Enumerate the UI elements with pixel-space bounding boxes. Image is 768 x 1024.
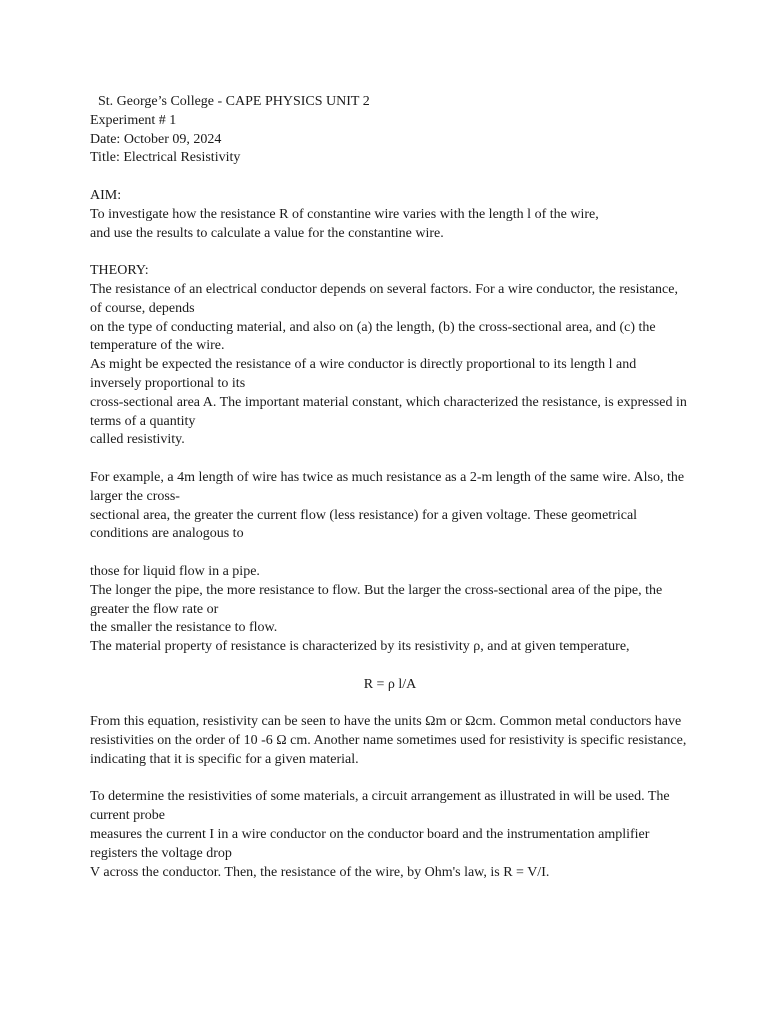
- document-page: [90, 93, 690, 882]
- paragraph-line: sectional area, the greater the current flow (less resistance) for a given voltage. These geometrical conditions are analogous to: [90, 507, 641, 542]
- resistivity-equation: R = ρ l/A: [363, 676, 417, 692]
- theory-paragraph-3: [90, 563, 690, 657]
- theory-paragraph-4: [90, 713, 690, 769]
- theory-paragraph-1: [90, 281, 690, 450]
- paragraph-line: To determine the resistivities of some materials, a circuit arrangement as illustrated in will be used. The current probe: [90, 789, 674, 824]
- paragraph-line: As might be expected the resistance of a wire conductor is directly proportional to its length l and inversely proportional to its: [90, 357, 640, 391]
- spacer: [90, 657, 690, 676]
- spacer: [90, 544, 690, 563]
- paragraph-line: those for liquid flow in a pipe.: [90, 563, 260, 579]
- experiment-date: Date: October 09, 2024: [90, 131, 222, 147]
- paragraph-line: From this equation, resistivity can be seen to have the units Ωm or Ωcm. Common metal conductors have resistivities on the order of 10 -6 Ω cm. Another name sometimes used for resistivity is specific resistance, indicating that it is specific for a given material.: [90, 714, 690, 767]
- paragraph-line: measures the current I in a wire conductor on the conductor board and the instrumentation amplifier registers the voltage drop: [90, 827, 653, 861]
- paragraph-line: called resistivity.: [90, 432, 185, 448]
- spacer: [90, 770, 690, 789]
- school-header: St. George’s College - CAPE PHYSICS UNIT 2: [98, 94, 370, 109]
- paragraph-line: For example, a 4m length of wire has twice as much resistance as a 2-m length of the same wire. Also, the larger the cross-: [90, 469, 688, 504]
- spacer: [90, 450, 690, 469]
- theory-paragraph-5: [90, 788, 690, 882]
- spacer: [90, 695, 690, 714]
- paragraph-line: The material property of resistance is characterized by its resistivity ρ, and at given temperature,: [90, 639, 630, 655]
- theory-heading: THEORY:: [90, 263, 149, 279]
- experiment-title: Title: Electrical Resistivity: [90, 150, 241, 166]
- paragraph-line: cross-sectional area A. The important material constant, which characterized the resistance, is expressed in terms of a quantity: [90, 394, 691, 429]
- aim-line: and use the results to calculate a value for the constantine wire.: [90, 225, 444, 241]
- experiment-number: Experiment # 1: [90, 112, 177, 128]
- spacer: [90, 168, 690, 187]
- paragraph-line: the smaller the resistance to flow.: [90, 620, 278, 636]
- spacer: [90, 243, 690, 262]
- paragraph-line: on the type of conducting material, and also on (a) the length, (b) the cross-sectional area, and (c) the temperature of the wire.: [90, 319, 660, 354]
- aim-heading: AIM:: [90, 187, 122, 203]
- theory-paragraph-2: [90, 469, 690, 544]
- paragraph-line: The resistance of an electrical conductor depends on several factors. For a wire conductor, the resistance, of course, depends: [90, 281, 682, 316]
- paragraph-line: V across the conductor. Then, the resistance of the wire, by Ohm's law, is R = V/I.: [90, 864, 550, 880]
- aim-line: To investigate how the resistance R of constantine wire varies with the length l of the wire,: [90, 206, 599, 222]
- paragraph-line: The longer the pipe, the more resistance to flow. But the larger the cross-sectional area of the pipe, the greater the flow rate or: [90, 582, 666, 617]
